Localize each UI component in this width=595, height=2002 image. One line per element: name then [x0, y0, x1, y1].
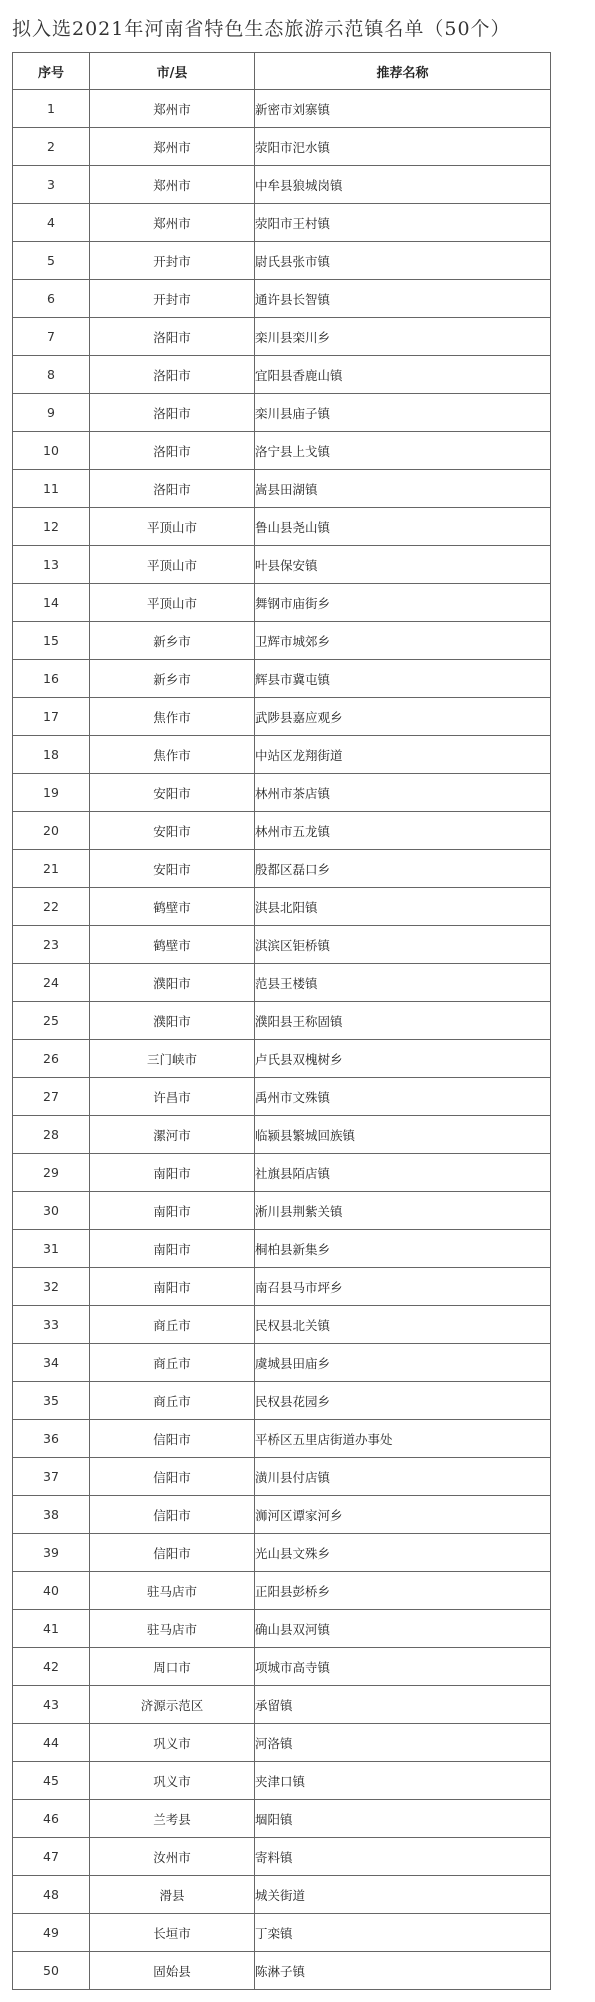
row-city: 焦作市	[90, 698, 255, 736]
row-town-name: 社旗县陌店镇	[255, 1154, 551, 1192]
table-row	[13, 1534, 551, 1572]
row-number: 2	[13, 128, 90, 166]
row-number: 13	[13, 546, 90, 584]
row-town-name: 林州市茶店镇	[255, 774, 551, 812]
row-number: 30	[13, 1192, 90, 1230]
table-row	[13, 1800, 551, 1838]
row-town-name: 卫辉市城郊乡	[255, 622, 551, 660]
row-city: 信阳市	[90, 1534, 255, 1572]
row-city: 南阳市	[90, 1230, 255, 1268]
table-row	[13, 1382, 551, 1420]
row-number: 31	[13, 1230, 90, 1268]
row-number: 12	[13, 508, 90, 546]
table-row	[13, 774, 551, 812]
row-number: 38	[13, 1496, 90, 1534]
header-city: 市/县	[90, 53, 255, 90]
table-row	[13, 1686, 551, 1724]
row-number: 48	[13, 1876, 90, 1914]
row-number: 43	[13, 1686, 90, 1724]
row-number: 26	[13, 1040, 90, 1078]
header-number: 序号	[13, 53, 90, 90]
table-row	[13, 1914, 551, 1952]
row-number: 45	[13, 1762, 90, 1800]
row-town-name: 殷都区磊口乡	[255, 850, 551, 888]
row-number: 11	[13, 470, 90, 508]
row-city: 濮阳市	[90, 964, 255, 1002]
table-row	[13, 1344, 551, 1382]
row-number: 20	[13, 812, 90, 850]
row-number: 33	[13, 1306, 90, 1344]
row-number: 1	[13, 90, 90, 128]
row-town-name: 林州市五龙镇	[255, 812, 551, 850]
row-city: 驻马店市	[90, 1572, 255, 1610]
row-city: 南阳市	[90, 1154, 255, 1192]
row-town-name: 辉县市冀屯镇	[255, 660, 551, 698]
row-town-name: 栾川县庙子镇	[255, 394, 551, 432]
row-city: 滑县	[90, 1876, 255, 1914]
row-number: 24	[13, 964, 90, 1002]
table-row	[13, 1002, 551, 1040]
row-number: 21	[13, 850, 90, 888]
table-row	[13, 356, 551, 394]
row-number: 25	[13, 1002, 90, 1040]
row-town-name: 范县王楼镇	[255, 964, 551, 1002]
table-row	[13, 546, 551, 584]
row-number: 15	[13, 622, 90, 660]
table-row	[13, 280, 551, 318]
table-row	[13, 660, 551, 698]
table-row	[13, 166, 551, 204]
table-row	[13, 204, 551, 242]
row-number: 36	[13, 1420, 90, 1458]
row-city: 三门峡市	[90, 1040, 255, 1078]
row-town-name: 卢氏县双槐树乡	[255, 1040, 551, 1078]
row-city: 开封市	[90, 280, 255, 318]
row-number: 47	[13, 1838, 90, 1876]
row-town-name: 正阳县彭桥乡	[255, 1572, 551, 1610]
row-town-name: 宜阳县香鹿山镇	[255, 356, 551, 394]
row-town-name: 堌阳镇	[255, 1800, 551, 1838]
table-row	[13, 1420, 551, 1458]
row-number: 41	[13, 1610, 90, 1648]
row-number: 9	[13, 394, 90, 432]
table-row	[13, 1724, 551, 1762]
row-city: 固始县	[90, 1952, 255, 1990]
table-row	[13, 1648, 551, 1686]
row-number: 3	[13, 166, 90, 204]
row-number: 16	[13, 660, 90, 698]
row-number: 18	[13, 736, 90, 774]
row-city: 郑州市	[90, 166, 255, 204]
table-header-row	[13, 53, 551, 90]
row-city: 巩义市	[90, 1724, 255, 1762]
row-number: 23	[13, 926, 90, 964]
row-town-name: 武陟县嘉应观乡	[255, 698, 551, 736]
row-number: 8	[13, 356, 90, 394]
row-town-name: 光山县文殊乡	[255, 1534, 551, 1572]
row-city: 南阳市	[90, 1268, 255, 1306]
row-city: 驻马店市	[90, 1610, 255, 1648]
table-row	[13, 1230, 551, 1268]
table-row	[13, 1458, 551, 1496]
row-town-name: 浉河区谭家河乡	[255, 1496, 551, 1534]
row-city: 信阳市	[90, 1496, 255, 1534]
row-number: 5	[13, 242, 90, 280]
table-row	[13, 1496, 551, 1534]
row-number: 39	[13, 1534, 90, 1572]
row-number: 19	[13, 774, 90, 812]
row-city: 周口市	[90, 1648, 255, 1686]
row-town-name: 舞钢市庙街乡	[255, 584, 551, 622]
row-city: 商丘市	[90, 1344, 255, 1382]
row-town-name: 民权县北关镇	[255, 1306, 551, 1344]
row-town-name: 夹津口镇	[255, 1762, 551, 1800]
row-city: 漯河市	[90, 1116, 255, 1154]
row-number: 50	[13, 1952, 90, 1990]
row-city: 长垣市	[90, 1914, 255, 1952]
row-city: 郑州市	[90, 204, 255, 242]
row-city: 平顶山市	[90, 508, 255, 546]
row-town-name: 临颍县繁城回族镇	[255, 1116, 551, 1154]
row-city: 濮阳市	[90, 1002, 255, 1040]
row-town-name: 民权县花园乡	[255, 1382, 551, 1420]
row-city: 洛阳市	[90, 318, 255, 356]
row-city: 郑州市	[90, 90, 255, 128]
table-row	[13, 394, 551, 432]
row-town-name: 淇滨区钜桥镇	[255, 926, 551, 964]
row-town-name: 新密市刘寨镇	[255, 90, 551, 128]
row-city: 巩义市	[90, 1762, 255, 1800]
row-town-name: 丁栾镇	[255, 1914, 551, 1952]
row-number: 10	[13, 432, 90, 470]
row-number: 28	[13, 1116, 90, 1154]
row-town-name: 尉氏县张市镇	[255, 242, 551, 280]
row-town-name: 中站区龙翔街道	[255, 736, 551, 774]
row-city: 商丘市	[90, 1382, 255, 1420]
table-row	[13, 1078, 551, 1116]
row-town-name: 南召县马市坪乡	[255, 1268, 551, 1306]
row-town-name: 潢川县付店镇	[255, 1458, 551, 1496]
row-town-name: 城关街道	[255, 1876, 551, 1914]
town-list-table	[12, 52, 551, 1990]
row-city: 安阳市	[90, 850, 255, 888]
row-town-name: 通许县长智镇	[255, 280, 551, 318]
table-row	[13, 622, 551, 660]
row-town-name: 濮阳县王称固镇	[255, 1002, 551, 1040]
row-town-name: 承留镇	[255, 1686, 551, 1724]
row-city: 郑州市	[90, 128, 255, 166]
table-row	[13, 888, 551, 926]
header-recommended-name: 推荐名称	[255, 53, 551, 90]
row-number: 34	[13, 1344, 90, 1382]
table-row	[13, 1040, 551, 1078]
row-city: 兰考县	[90, 1800, 255, 1838]
table-row	[13, 1610, 551, 1648]
row-city: 信阳市	[90, 1420, 255, 1458]
row-town-name: 叶县保安镇	[255, 546, 551, 584]
row-city: 焦作市	[90, 736, 255, 774]
table-row	[13, 1838, 551, 1876]
table-row	[13, 1192, 551, 1230]
row-town-name: 禹州市文殊镇	[255, 1078, 551, 1116]
row-town-name: 栾川县栾川乡	[255, 318, 551, 356]
row-city: 洛阳市	[90, 356, 255, 394]
row-city: 洛阳市	[90, 394, 255, 432]
row-town-name: 确山县双河镇	[255, 1610, 551, 1648]
table-row	[13, 1268, 551, 1306]
table-row	[13, 470, 551, 508]
row-number: 27	[13, 1078, 90, 1116]
table-row	[13, 1154, 551, 1192]
row-city: 新乡市	[90, 622, 255, 660]
table-row	[13, 1116, 551, 1154]
row-number: 35	[13, 1382, 90, 1420]
table-row	[13, 964, 551, 1002]
row-town-name: 嵩县田湖镇	[255, 470, 551, 508]
table-row	[13, 1876, 551, 1914]
row-number: 7	[13, 318, 90, 356]
row-number: 4	[13, 204, 90, 242]
table-row	[13, 128, 551, 166]
row-number: 14	[13, 584, 90, 622]
row-number: 49	[13, 1914, 90, 1952]
table-row	[13, 1572, 551, 1610]
table-row	[13, 242, 551, 280]
table-row	[13, 1952, 551, 1990]
table-row	[13, 850, 551, 888]
row-town-name: 淇县北阳镇	[255, 888, 551, 926]
row-number: 17	[13, 698, 90, 736]
row-number: 37	[13, 1458, 90, 1496]
row-town-name: 洛宁县上戈镇	[255, 432, 551, 470]
row-city: 平顶山市	[90, 546, 255, 584]
table-row	[13, 698, 551, 736]
table-row	[13, 812, 551, 850]
row-number: 44	[13, 1724, 90, 1762]
row-city: 安阳市	[90, 812, 255, 850]
row-city: 济源示范区	[90, 1686, 255, 1724]
row-city: 信阳市	[90, 1458, 255, 1496]
table-row	[13, 584, 551, 622]
row-number: 42	[13, 1648, 90, 1686]
row-city: 汝州市	[90, 1838, 255, 1876]
row-city: 新乡市	[90, 660, 255, 698]
table-row	[13, 1306, 551, 1344]
row-number: 6	[13, 280, 90, 318]
table-row	[13, 736, 551, 774]
row-town-name: 淅川县荆紫关镇	[255, 1192, 551, 1230]
row-city: 鹤壁市	[90, 888, 255, 926]
row-city: 商丘市	[90, 1306, 255, 1344]
row-town-name: 平桥区五里店街道办事处	[255, 1420, 551, 1458]
page-title: 拟入选2021年河南省特色生态旅游示范镇名单（50个）	[12, 18, 511, 40]
row-number: 32	[13, 1268, 90, 1306]
row-number: 22	[13, 888, 90, 926]
table-row	[13, 432, 551, 470]
row-city: 鹤壁市	[90, 926, 255, 964]
row-town-name: 虞城县田庙乡	[255, 1344, 551, 1382]
table-row	[13, 926, 551, 964]
table-row	[13, 90, 551, 128]
row-town-name: 河洛镇	[255, 1724, 551, 1762]
row-town-name: 荥阳市王村镇	[255, 204, 551, 242]
row-number: 46	[13, 1800, 90, 1838]
row-town-name: 鲁山县尧山镇	[255, 508, 551, 546]
row-city: 南阳市	[90, 1192, 255, 1230]
table-row	[13, 1762, 551, 1800]
row-town-name: 中牟县狼城岗镇	[255, 166, 551, 204]
row-town-name: 陈淋子镇	[255, 1952, 551, 1990]
row-city: 开封市	[90, 242, 255, 280]
row-number: 29	[13, 1154, 90, 1192]
row-city: 洛阳市	[90, 432, 255, 470]
row-town-name: 寄料镇	[255, 1838, 551, 1876]
row-city: 平顶山市	[90, 584, 255, 622]
row-city: 洛阳市	[90, 470, 255, 508]
row-town-name: 荥阳市汜水镇	[255, 128, 551, 166]
row-city: 许昌市	[90, 1078, 255, 1116]
table-row	[13, 318, 551, 356]
row-city: 安阳市	[90, 774, 255, 812]
table-row	[13, 508, 551, 546]
row-town-name: 桐柏县新集乡	[255, 1230, 551, 1268]
row-number: 40	[13, 1572, 90, 1610]
row-town-name: 项城市高寺镇	[255, 1648, 551, 1686]
table-body	[13, 90, 551, 1990]
